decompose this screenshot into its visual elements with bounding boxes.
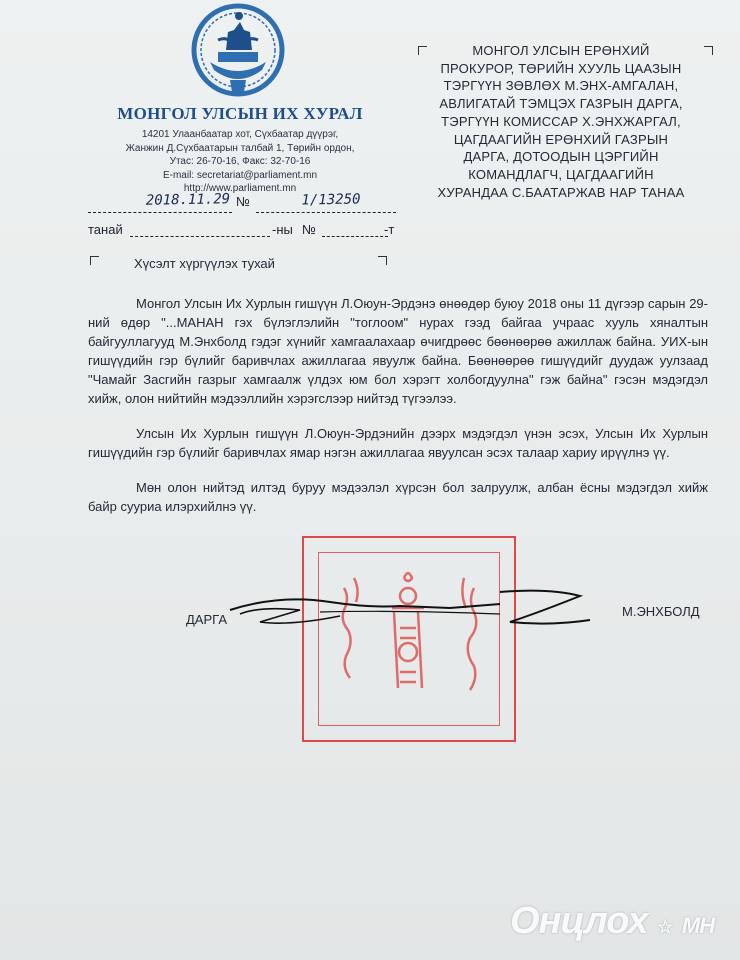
- number-label: №: [236, 194, 250, 209]
- number2-label: №: [302, 222, 316, 237]
- letter-body: [88, 294, 708, 532]
- addressee-line: ЦАГДААГИЙН ЕРӨНХИЙ ГАЗРЫН: [453, 131, 669, 147]
- signatory-title: ДАРГА: [186, 612, 227, 627]
- subject-bracket-right: [378, 256, 387, 265]
- org-contact: [90, 128, 390, 196]
- addressee-line: МОНГОЛ УЛСЫН ЕРӨНХИЙ: [472, 43, 650, 58]
- addressee-line: КОМАНДЛАГЧ, ЦАГДААГИЙН: [468, 166, 654, 182]
- org-name: МОНГОЛ УЛСЫН ИХ ХУРАЛ: [117, 104, 363, 123]
- letter-date: 2018.11.29: [145, 191, 231, 209]
- watermark-text: Онцлох: [510, 900, 648, 942]
- subject-bracket-left: [90, 256, 99, 265]
- addressee-line: ХУРАНДАА С.БААТАРЖАВ НАР ТАНАА: [437, 184, 685, 200]
- number2-underline: [322, 236, 388, 237]
- addressee-block: [416, 42, 706, 201]
- state-emblem-icon: [188, 0, 288, 98]
- letter-number: 1/13250: [301, 191, 361, 209]
- addressee-line: ДАРГА, ДОТООДЫН ЦЭРГИЙН: [463, 149, 659, 165]
- date-underline: [88, 212, 232, 213]
- contact-website: http://www.parliament.mn: [183, 183, 297, 194]
- addressee-line: АВЛИГАТАЙ ТЭМЦЭХ ГАЗРЫН ДАРГА,: [439, 96, 683, 112]
- watermark-star-icon: ☆: [657, 917, 673, 937]
- reference-line: [88, 192, 388, 218]
- addressee-line: ТЭРГҮҮН КОМИССАР Х.ЭНХЖАРГАЛ,: [441, 113, 681, 129]
- handwritten-signature: [200, 582, 600, 652]
- body-paragraph: Мөн олон нийтэд илтэд буруу мэдээлэл хүрсэн бол залруулж, албан ёсны мэдэгдэл хийж байр сууриа илэрхийлнэ үү.: [88, 480, 708, 514]
- body-paragraph: Улсын Их Хурлын гишүүн Л.Оюун-Эрдэнийн дээрх мэдэгдэл үнэн эсэх, Улсын Их Хурлын гишүүдийн гэр бүлийг баривчлах ямар нэгэн ажиллагаа явуулсан эсэх талаар хариу ирүүлнэ үү.: [88, 426, 708, 460]
- addressee-line: ТЭРГҮҮН ЗӨВЛӨХ М.ЭНХ-АМГАЛАН,: [443, 78, 679, 94]
- signatory-name: М.ЭНХБОЛД: [622, 604, 700, 619]
- t-label: -т: [384, 222, 395, 237]
- tanai-label: танай: [88, 222, 123, 237]
- contact-line: Утас: 26-70-16, Факс: 32-70-16: [169, 156, 311, 167]
- letter-subject: Хүсэлт хүргүүлэх тухай: [134, 256, 275, 271]
- body-paragraph: Монгол Улсын Их Хурлын гишүүн Л.Оюун-Эрдэнэ өнөөдөр буюу 2018 оны 11 дүгээр сарын 29-ний өдөр "...МАНАН гэх бүлэглэлийн "тоглоом" нурах гээд байгаа учраас хууль хяналтын байгууллагууд М.Энхболд гэдэг хүнийг хамгаалахаар өчигдрөөс бөөнөөрөө ажиллаж байна. УИХ-ын гишүүдийн гэр бүлийг баривчлах ажиллагаа явуулж байна. Бөөнөөрөө гишүүдийг дуудаж уулзаад "Чамайг Засгийн газрыг хамгаалж үлдэх юм бол хэрэгт холбогдуулна" гэж байна" гэсэн мэдэгдэл хийж, олон нийтийн мэдээллийн хэрэгслээр нийтэд түгээлээ.: [88, 296, 708, 406]
- watermark-logo: [510, 900, 740, 950]
- contact-line: 14201 Улаанбаатар хот, Сүхбаатар дүүрэг,: [141, 129, 339, 140]
- number-underline: [256, 212, 396, 213]
- contact-line: Жанжин Д.Сүхбаатарын талбай 1, Төрийн ордон,: [125, 142, 355, 154]
- watermark-suffix: МН: [681, 913, 715, 938]
- addressee-line: ПРОКУРОР, ТӨРИЙН ХУУЛЬ ЦААЗЫН: [440, 60, 682, 76]
- tanai-underline: [130, 236, 270, 237]
- ny-label: -ны: [272, 222, 293, 237]
- reply-reference-line: [88, 222, 398, 242]
- contact-email: E-mail: secretariat@parliament.mn: [162, 169, 318, 181]
